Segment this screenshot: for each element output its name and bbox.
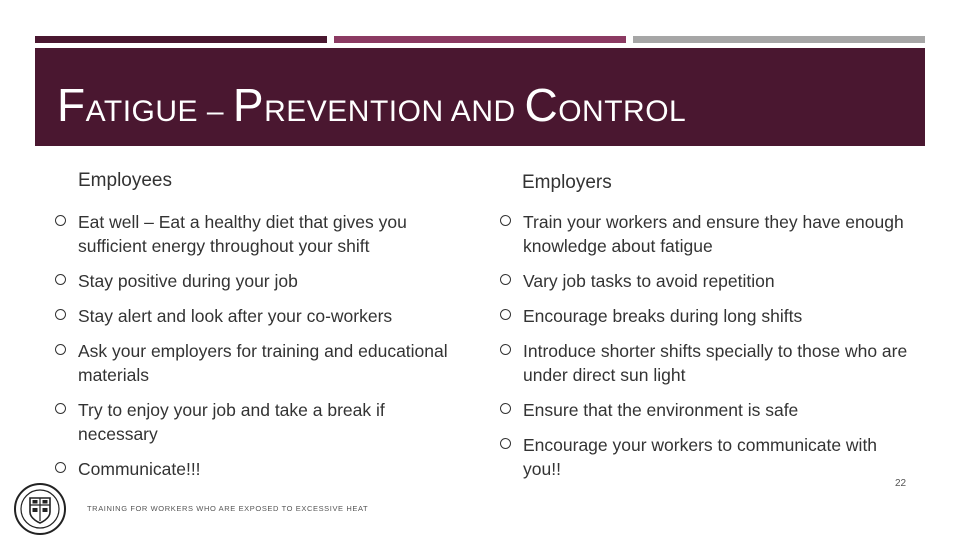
list-item-text: Eat well – Eat a healthy diet that gives you sufficient energy throughout your shift	[78, 212, 407, 256]
bullet-circle-icon	[55, 344, 66, 355]
list-item	[500, 269, 910, 293]
list-item	[55, 269, 465, 293]
list-item	[55, 398, 465, 446]
employers-list	[500, 210, 910, 492]
university-seal-icon	[13, 482, 67, 536]
accent-bar-grey	[633, 36, 925, 43]
list-item-text: Stay alert and look after your co-workers	[78, 306, 393, 326]
list-item-text: Introduce shorter shifts specially to those who are under direct sun light	[523, 341, 908, 385]
list-item-text: Vary job tasks to avoid repetition	[523, 271, 775, 291]
list-item-text: Train your workers and ensure they have enough knowledge about fatigue	[523, 212, 904, 256]
list-item	[55, 339, 465, 387]
employers-heading: Employers	[522, 172, 612, 193]
list-item-text: Ensure that the environment is safe	[523, 400, 799, 420]
list-item	[55, 457, 465, 481]
title-part: C	[524, 79, 559, 131]
list-item-text: Stay positive during your job	[78, 271, 298, 291]
title-band	[35, 48, 925, 146]
bullet-circle-icon	[500, 215, 511, 226]
list-item	[500, 398, 910, 422]
list-item	[55, 304, 465, 328]
list-item	[500, 304, 910, 328]
employees-list	[55, 210, 465, 492]
bullet-circle-icon	[55, 215, 66, 226]
bullet-circle-icon	[500, 309, 511, 320]
bullet-circle-icon	[500, 274, 511, 285]
employees-heading: Employees	[78, 170, 172, 191]
accent-bar-dark	[35, 36, 327, 43]
list-item-text: Communicate!!!	[78, 459, 201, 479]
title-part: F	[57, 79, 86, 131]
title-part: ONTROL	[558, 95, 687, 128]
bullet-circle-icon	[55, 309, 66, 320]
title-part: REVENTION AND	[264, 95, 525, 128]
title-part: ATIGUE –	[85, 95, 233, 128]
list-item	[500, 339, 910, 387]
title-part: P	[232, 79, 265, 131]
list-item	[500, 433, 910, 481]
accent-bar-mid	[334, 36, 626, 43]
footer-text: TRAINING FOR WORKERS WHO ARE EXPOSED TO EXCESSIVE HEAT	[87, 504, 369, 513]
page-number: 22	[895, 478, 907, 489]
list-item-text: Encourage breaks during long shifts	[523, 306, 803, 326]
bullet-circle-icon	[500, 403, 511, 414]
list-item-text: Try to enjoy your job and take a break if necessary	[78, 400, 385, 444]
list-item	[500, 210, 910, 258]
slide-title	[57, 78, 686, 132]
list-item-text: Ask your employers for training and educational materials	[78, 341, 448, 385]
bullet-circle-icon	[55, 462, 66, 473]
bullet-circle-icon	[500, 344, 511, 355]
bullet-circle-icon	[55, 403, 66, 414]
list-item-text: Encourage your workers to communicate with you!!	[523, 435, 878, 479]
bullet-circle-icon	[55, 274, 66, 285]
bullet-circle-icon	[500, 438, 511, 449]
list-item	[55, 210, 465, 258]
